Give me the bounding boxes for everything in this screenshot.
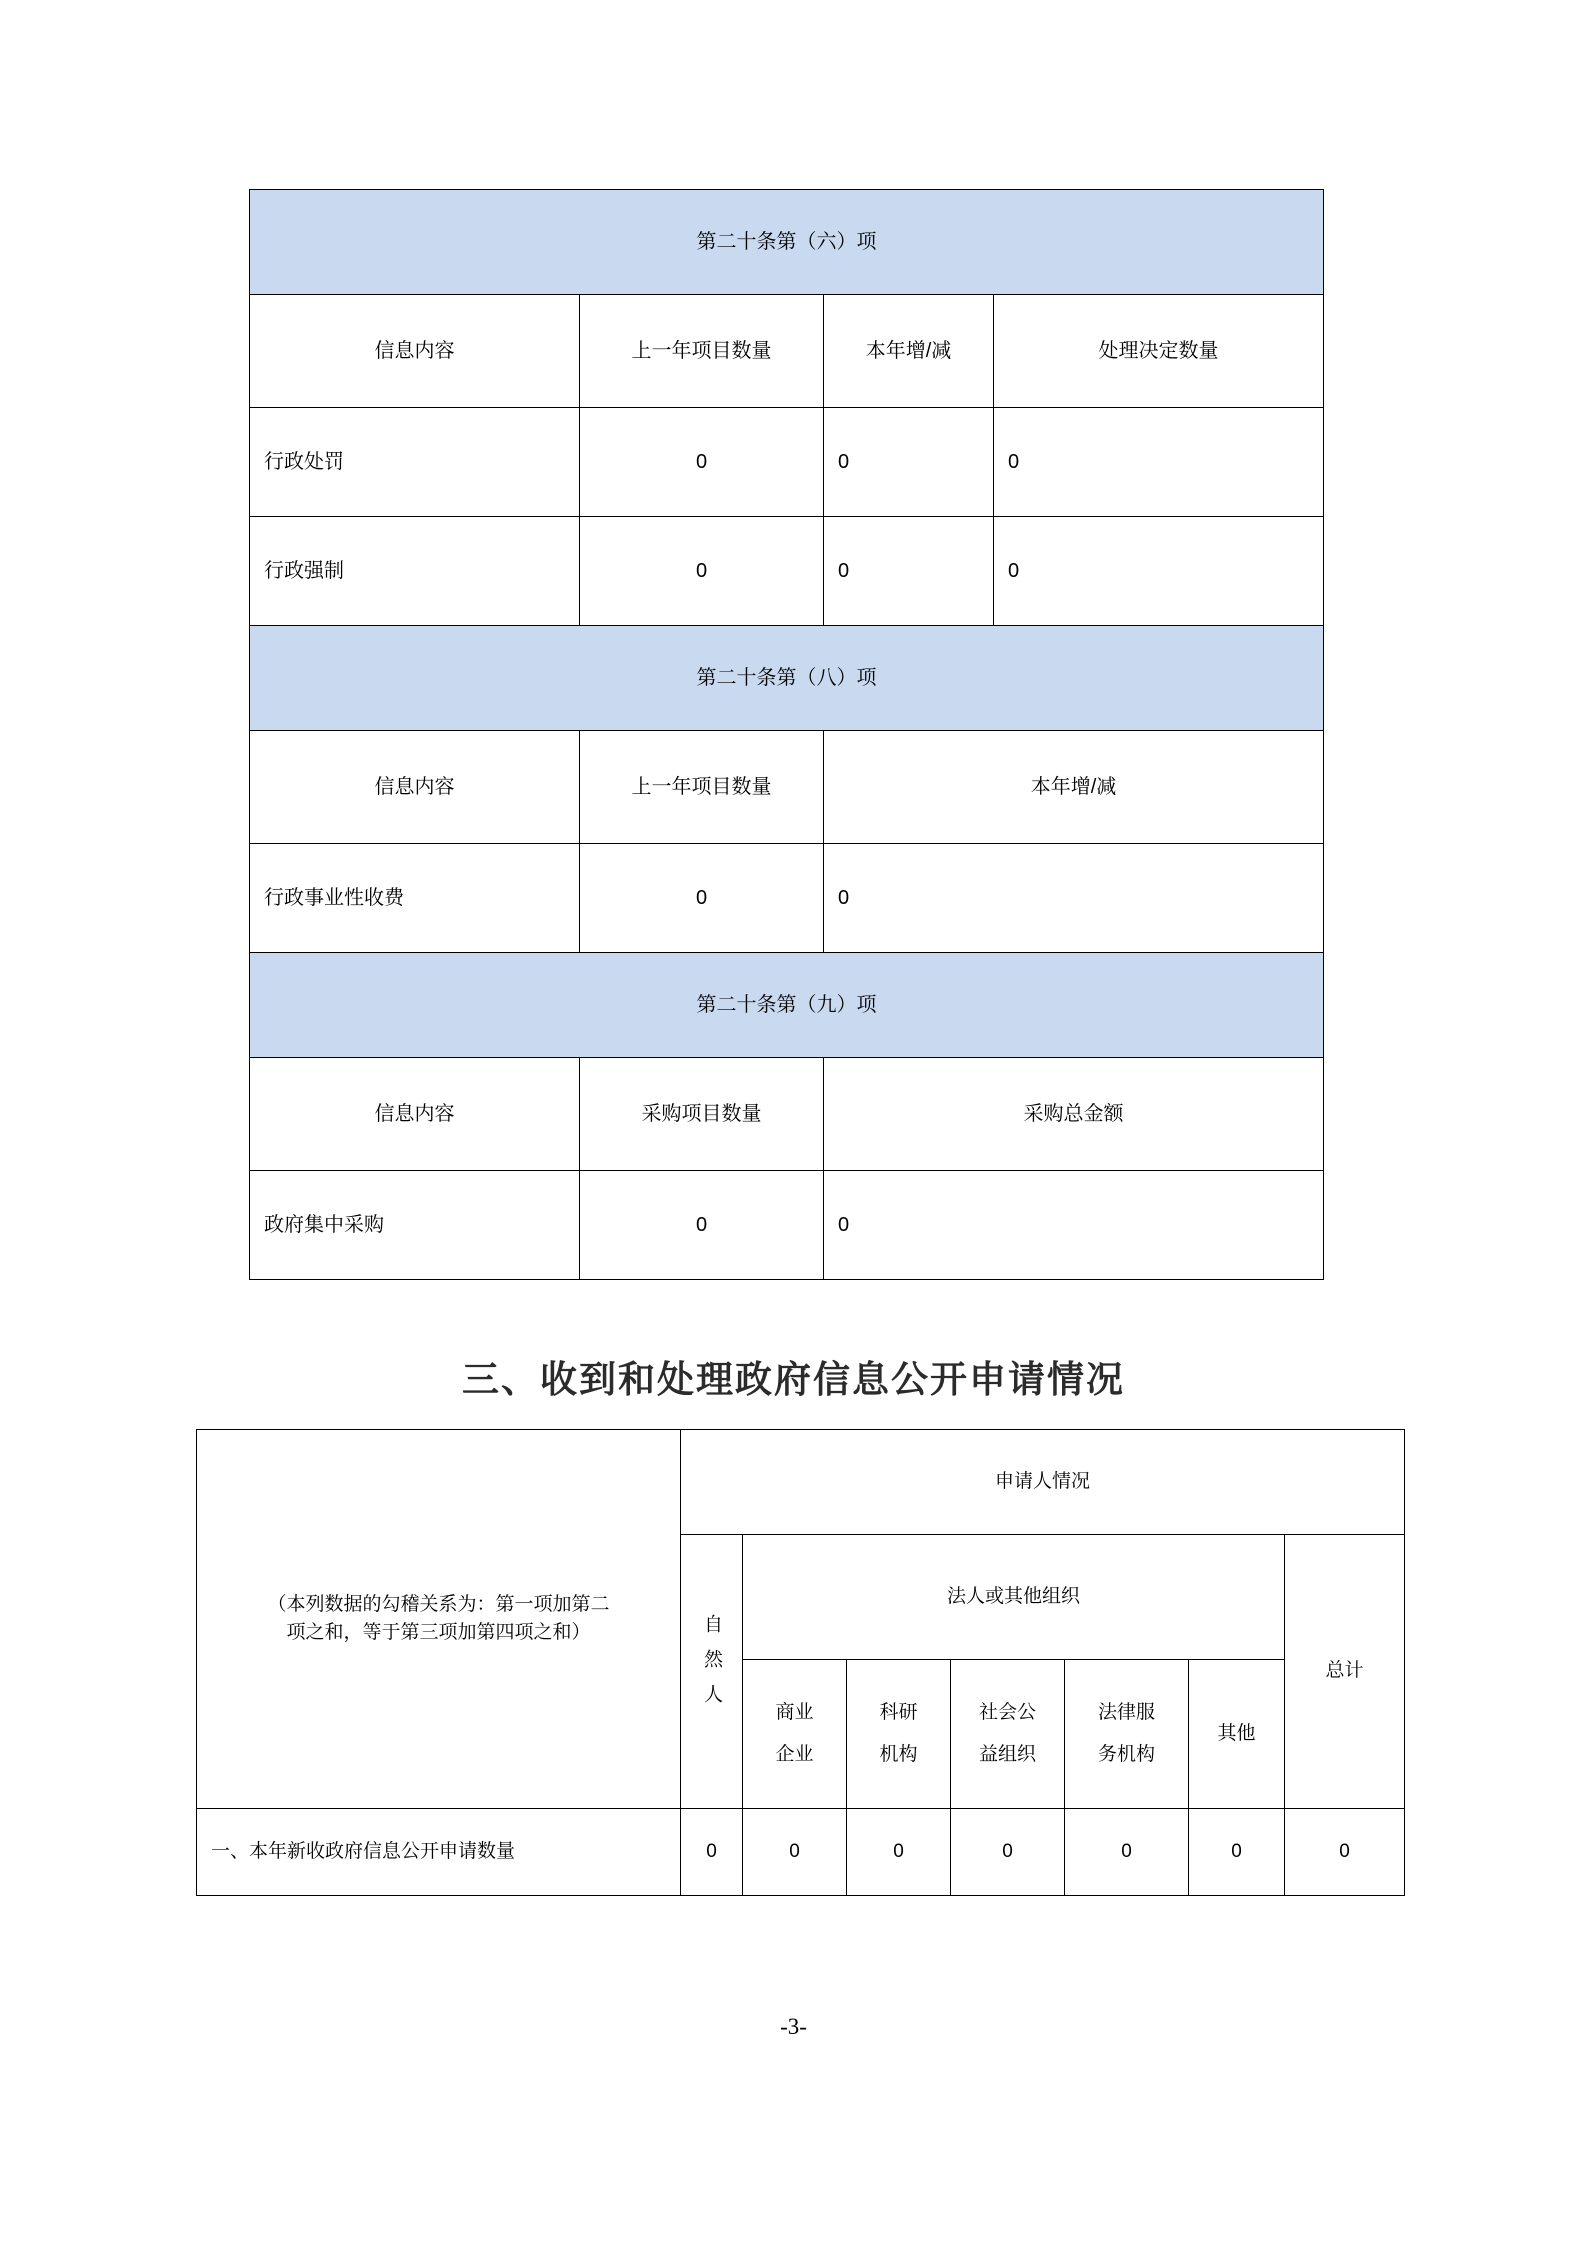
section-band-title-6: 第二十条第（六）项 — [250, 190, 1324, 295]
subheader-research-institution — [847, 1660, 951, 1809]
subheader-legal-service-org — [1065, 1660, 1189, 1809]
natural-person-header — [681, 1535, 743, 1809]
cell-penalty-decisions: 0 — [994, 408, 1324, 517]
row-label-new-applications-this-year: 一、本年新收政府信息公开申请数量 — [197, 1809, 681, 1896]
applications-table-container — [196, 1429, 1404, 1896]
row-label-centralized-procurement: 政府集中采购 — [250, 1171, 580, 1280]
subheader-legal-service-org-line1: 法律服 — [1097, 1702, 1155, 1724]
table-header-row — [250, 295, 1324, 408]
subheader-other-line1: 其他 — [1217, 1723, 1256, 1745]
applicants-situation-header: 申请人情况 — [681, 1430, 1405, 1535]
cell-legal-service-org-count: 0 — [1065, 1809, 1189, 1896]
subheader-research-institution-line2: 机构 — [879, 1744, 918, 1765]
subheader-social-welfare-org — [951, 1660, 1065, 1809]
cell-penalty-prev-year: 0 — [580, 408, 824, 517]
subheader-social-welfare-org-line1: 社会公 — [978, 1702, 1036, 1724]
section-band-row — [250, 626, 1324, 731]
table-row — [250, 408, 1324, 517]
col-header-info-content: 信息内容 — [250, 295, 580, 408]
article20-table — [249, 189, 1324, 1280]
col-header-prev-year-count-8: 上一年项目数量 — [580, 731, 824, 844]
subheader-commercial-enterprise-line2: 企业 — [775, 1744, 814, 1765]
note-line-1: （本列数据的勾稽关系为：第一项加第二 — [267, 1593, 610, 1615]
table-row — [250, 517, 1324, 626]
cell-fees-prev-year: 0 — [580, 844, 824, 953]
table-row — [250, 1171, 1324, 1280]
cell-coercion-prev-year: 0 — [580, 517, 824, 626]
cell-social-welfare-org-count: 0 — [951, 1809, 1065, 1896]
col-header-info-content-9: 信息内容 — [250, 1058, 580, 1171]
subheader-commercial-enterprise-line1: 商业 — [775, 1702, 814, 1724]
col-header-procurement-count: 采购项目数量 — [580, 1058, 824, 1171]
subheader-social-welfare-org-line2: 益组织 — [978, 1744, 1036, 1765]
col-header-info-content-8: 信息内容 — [250, 731, 580, 844]
subheader-research-institution-line1: 科研 — [879, 1702, 918, 1724]
cell-other-count: 0 — [1189, 1809, 1285, 1896]
natural-person-label: 自然人 — [701, 1614, 722, 1720]
col-header-procurement-amount: 采购总金额 — [824, 1058, 1324, 1171]
page-number-footer: -3- — [780, 2014, 807, 2039]
table-row — [197, 1809, 1405, 1896]
cell-procurement-count: 0 — [580, 1171, 824, 1280]
col-header-decision-count: 处理决定数量 — [994, 295, 1324, 408]
section-band-row — [250, 953, 1324, 1058]
row-label-admin-fees: 行政事业性收费 — [250, 844, 580, 953]
section-band-row — [250, 190, 1324, 295]
total-header: 总计 — [1285, 1535, 1405, 1809]
col-header-year-change: 本年增/减 — [824, 295, 994, 408]
col-header-year-change-8: 本年增/减 — [824, 731, 1324, 844]
section-band-title-9: 第二十条第（九）项 — [250, 953, 1324, 1058]
legal-or-other-org-header: 法人或其他组织 — [743, 1535, 1285, 1660]
cell-research-institution-count: 0 — [847, 1809, 951, 1896]
article20-table-container — [249, 189, 1323, 1280]
cell-total-count: 0 — [1285, 1809, 1405, 1896]
applications-table — [196, 1429, 1405, 1896]
subheader-other — [1189, 1660, 1285, 1809]
note-cell — [197, 1430, 681, 1809]
note-line-2: 项之和，等于第三项加第四项之和） — [286, 1622, 591, 1643]
cell-fees-change: 0 — [824, 844, 1324, 953]
section-band-title-8: 第二十条第（八）项 — [250, 626, 1324, 731]
table-header-row — [250, 731, 1324, 844]
table-row — [250, 844, 1324, 953]
cell-procurement-amount: 0 — [824, 1171, 1324, 1280]
subheader-legal-service-org-line2: 务机构 — [1097, 1744, 1155, 1765]
cell-coercion-decisions: 0 — [994, 517, 1324, 626]
row-label-administrative-penalty: 行政处罚 — [250, 408, 580, 517]
row-label-administrative-coercion: 行政强制 — [250, 517, 580, 626]
cell-natural-person-count: 0 — [681, 1809, 743, 1896]
cell-coercion-change: 0 — [824, 517, 994, 626]
cell-commercial-enterprise-count: 0 — [743, 1809, 847, 1896]
col-header-prev-year-count: 上一年项目数量 — [580, 295, 824, 408]
applicants-header-row — [197, 1430, 1405, 1535]
section-three-heading: 三、收到和处理政府信息公开申请情况 — [462, 1357, 1125, 1401]
table-header-row — [250, 1058, 1324, 1171]
cell-penalty-change: 0 — [824, 408, 994, 517]
subheader-commercial-enterprise — [743, 1660, 847, 1809]
